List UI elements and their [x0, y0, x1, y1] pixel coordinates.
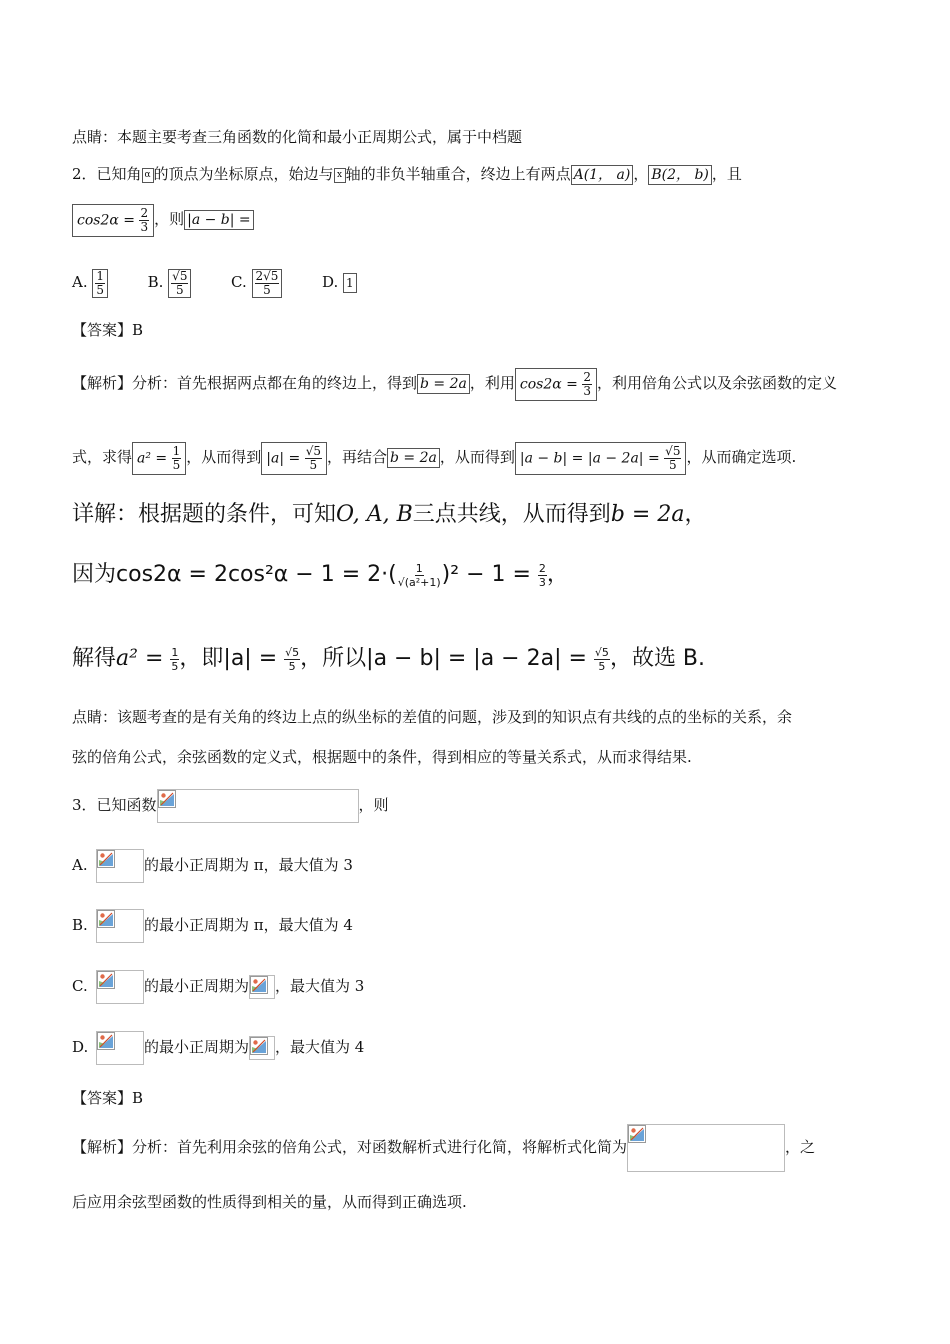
q3-option-b: B. 的最小正周期为 π，最大值为 4 — [72, 908, 353, 943]
b-eq-2a: b = 2a — [417, 374, 470, 394]
broken-image-icon — [250, 1037, 268, 1055]
point-b: B(2， b) — [648, 165, 712, 185]
comma: ， — [633, 165, 649, 183]
q3-option-a: A. 的最小正周期为 π，最大值为 3 — [72, 848, 353, 883]
q2-analysis-line-2: 式，求得 a² = $\frac{1}{5}$ ，从而得到 |a| = $\frac{√5}{5}$ ，再结合 b = 2a ，从而得到 |a − b| = |a − 2a| = $\frac{√5}{5}$ ，从而确定选项. — [72, 437, 796, 477]
q2-analysis-line-1: 【解析】分析：首先根据两点都在角的终边上，得到 b = 2a ，利用 cos2α = $\frac{2}{3}$ ，利用倍角公式以及余弦函数的定义 — [72, 362, 837, 404]
note-paragraph-2-line-1: 点睛：该题考查的是有关角的终边上点的纵坐标的差值的问题，涉及到的知识点有共线的点的坐标的关系，余 — [72, 708, 793, 726]
q3-answer: 【答案】B — [72, 1089, 144, 1107]
a-squared-formula: a² = $\frac{1}{5}$ — [132, 442, 186, 475]
option-b: B. $\frac{√5}{5}$ — [148, 273, 192, 291]
q2-and: ，且 — [711, 165, 742, 183]
condition-cos2a: cos2α = $\frac{2}{3}$ — [72, 204, 154, 237]
x-placeholder-icon: x — [334, 168, 346, 183]
option-d: D. 1 — [322, 273, 357, 291]
note-paragraph-1: 点睛：本题主要考查三角函数的化简和最小正周期公式，属于中档题 — [72, 128, 523, 146]
broken-image-icon — [97, 910, 115, 928]
q3-option-c: C. 的最小正周期为 ，最大值为 3 — [72, 969, 364, 1004]
question-2-line-1 — [72, 164, 742, 185]
abs-a-formula: |a| = $\frac{√5}{5}$ — [261, 442, 327, 475]
question-2-line-2 — [72, 202, 254, 237]
alpha-placeholder-icon: α — [142, 168, 154, 183]
broken-image-icon — [97, 850, 115, 868]
detail-line-2: 因为cos2α = 2cos²α − 1 = 2·( $\frac{1}{\text{√(a²+1)}}$ )² − 1 = $\frac{2}{3}$ ， — [72, 561, 569, 589]
option-a: A. $\frac{1}{5}$ — [72, 273, 108, 291]
simplified-formula-image — [627, 1124, 785, 1172]
q3-analysis-line-2: 后应用余弦型函数的性质得到相关的量，从而得到正确选项. — [72, 1193, 467, 1211]
point-a: A(1， a) — [571, 165, 634, 185]
ask-abs-diff: |a − b| = — [184, 210, 254, 230]
q2-text-2: 轴的非负半轴重合，终边上有两点 — [345, 165, 571, 183]
broken-image-icon — [97, 1032, 115, 1050]
q2-lead: 2．已知角 — [72, 165, 142, 183]
broken-image-icon — [628, 1125, 646, 1143]
q2-options — [72, 262, 357, 302]
option-c: C. $\frac{2√5}{5}$ — [231, 273, 282, 291]
q2-answer: 【答案】B — [72, 321, 144, 339]
detail-line-1: 详解：根据题的条件，可知O, A, B三点共线，从而得到b = 2a， — [72, 502, 707, 527]
cos2a-formula: cos2α = $\frac{2}{3}$ — [515, 368, 597, 401]
b-eq-2a-2: b = 2a — [387, 448, 440, 468]
q2-then: ，则 — [154, 210, 185, 228]
q3-analysis-line-1: 【解析】分析：首先利用余弦的倍角公式，对函数解析式进行化简，将解析式化简为 ，之 — [72, 1124, 815, 1172]
detail-line-3: 解得a² = $\frac{1}{5}$ ，即|a| = $\frac{√5}{5}$ ，所以|a − b| = |a − 2a| = $\frac{√5}{5}$ ，故选 B. — [72, 645, 706, 673]
q2-text-1: 的顶点为坐标原点，始边与 — [153, 165, 334, 183]
function-formula-image — [157, 789, 359, 823]
broken-image-icon — [250, 976, 268, 994]
broken-image-icon — [97, 971, 115, 989]
question-3-stem: 3．已知函数 ，则 — [72, 788, 389, 823]
broken-image-icon — [158, 790, 176, 808]
abs-diff-formula: |a − b| = |a − 2a| = $\frac{√5}{5}$ — [515, 442, 687, 475]
note-paragraph-2-line-2: 弦的倍角公式，余弦函数的定义式，根据题中的条件，得到相应的等量关系式，从而求得结果. — [72, 748, 692, 766]
q3-option-d: D. 的最小正周期为 ，最大值为 4 — [72, 1030, 364, 1065]
